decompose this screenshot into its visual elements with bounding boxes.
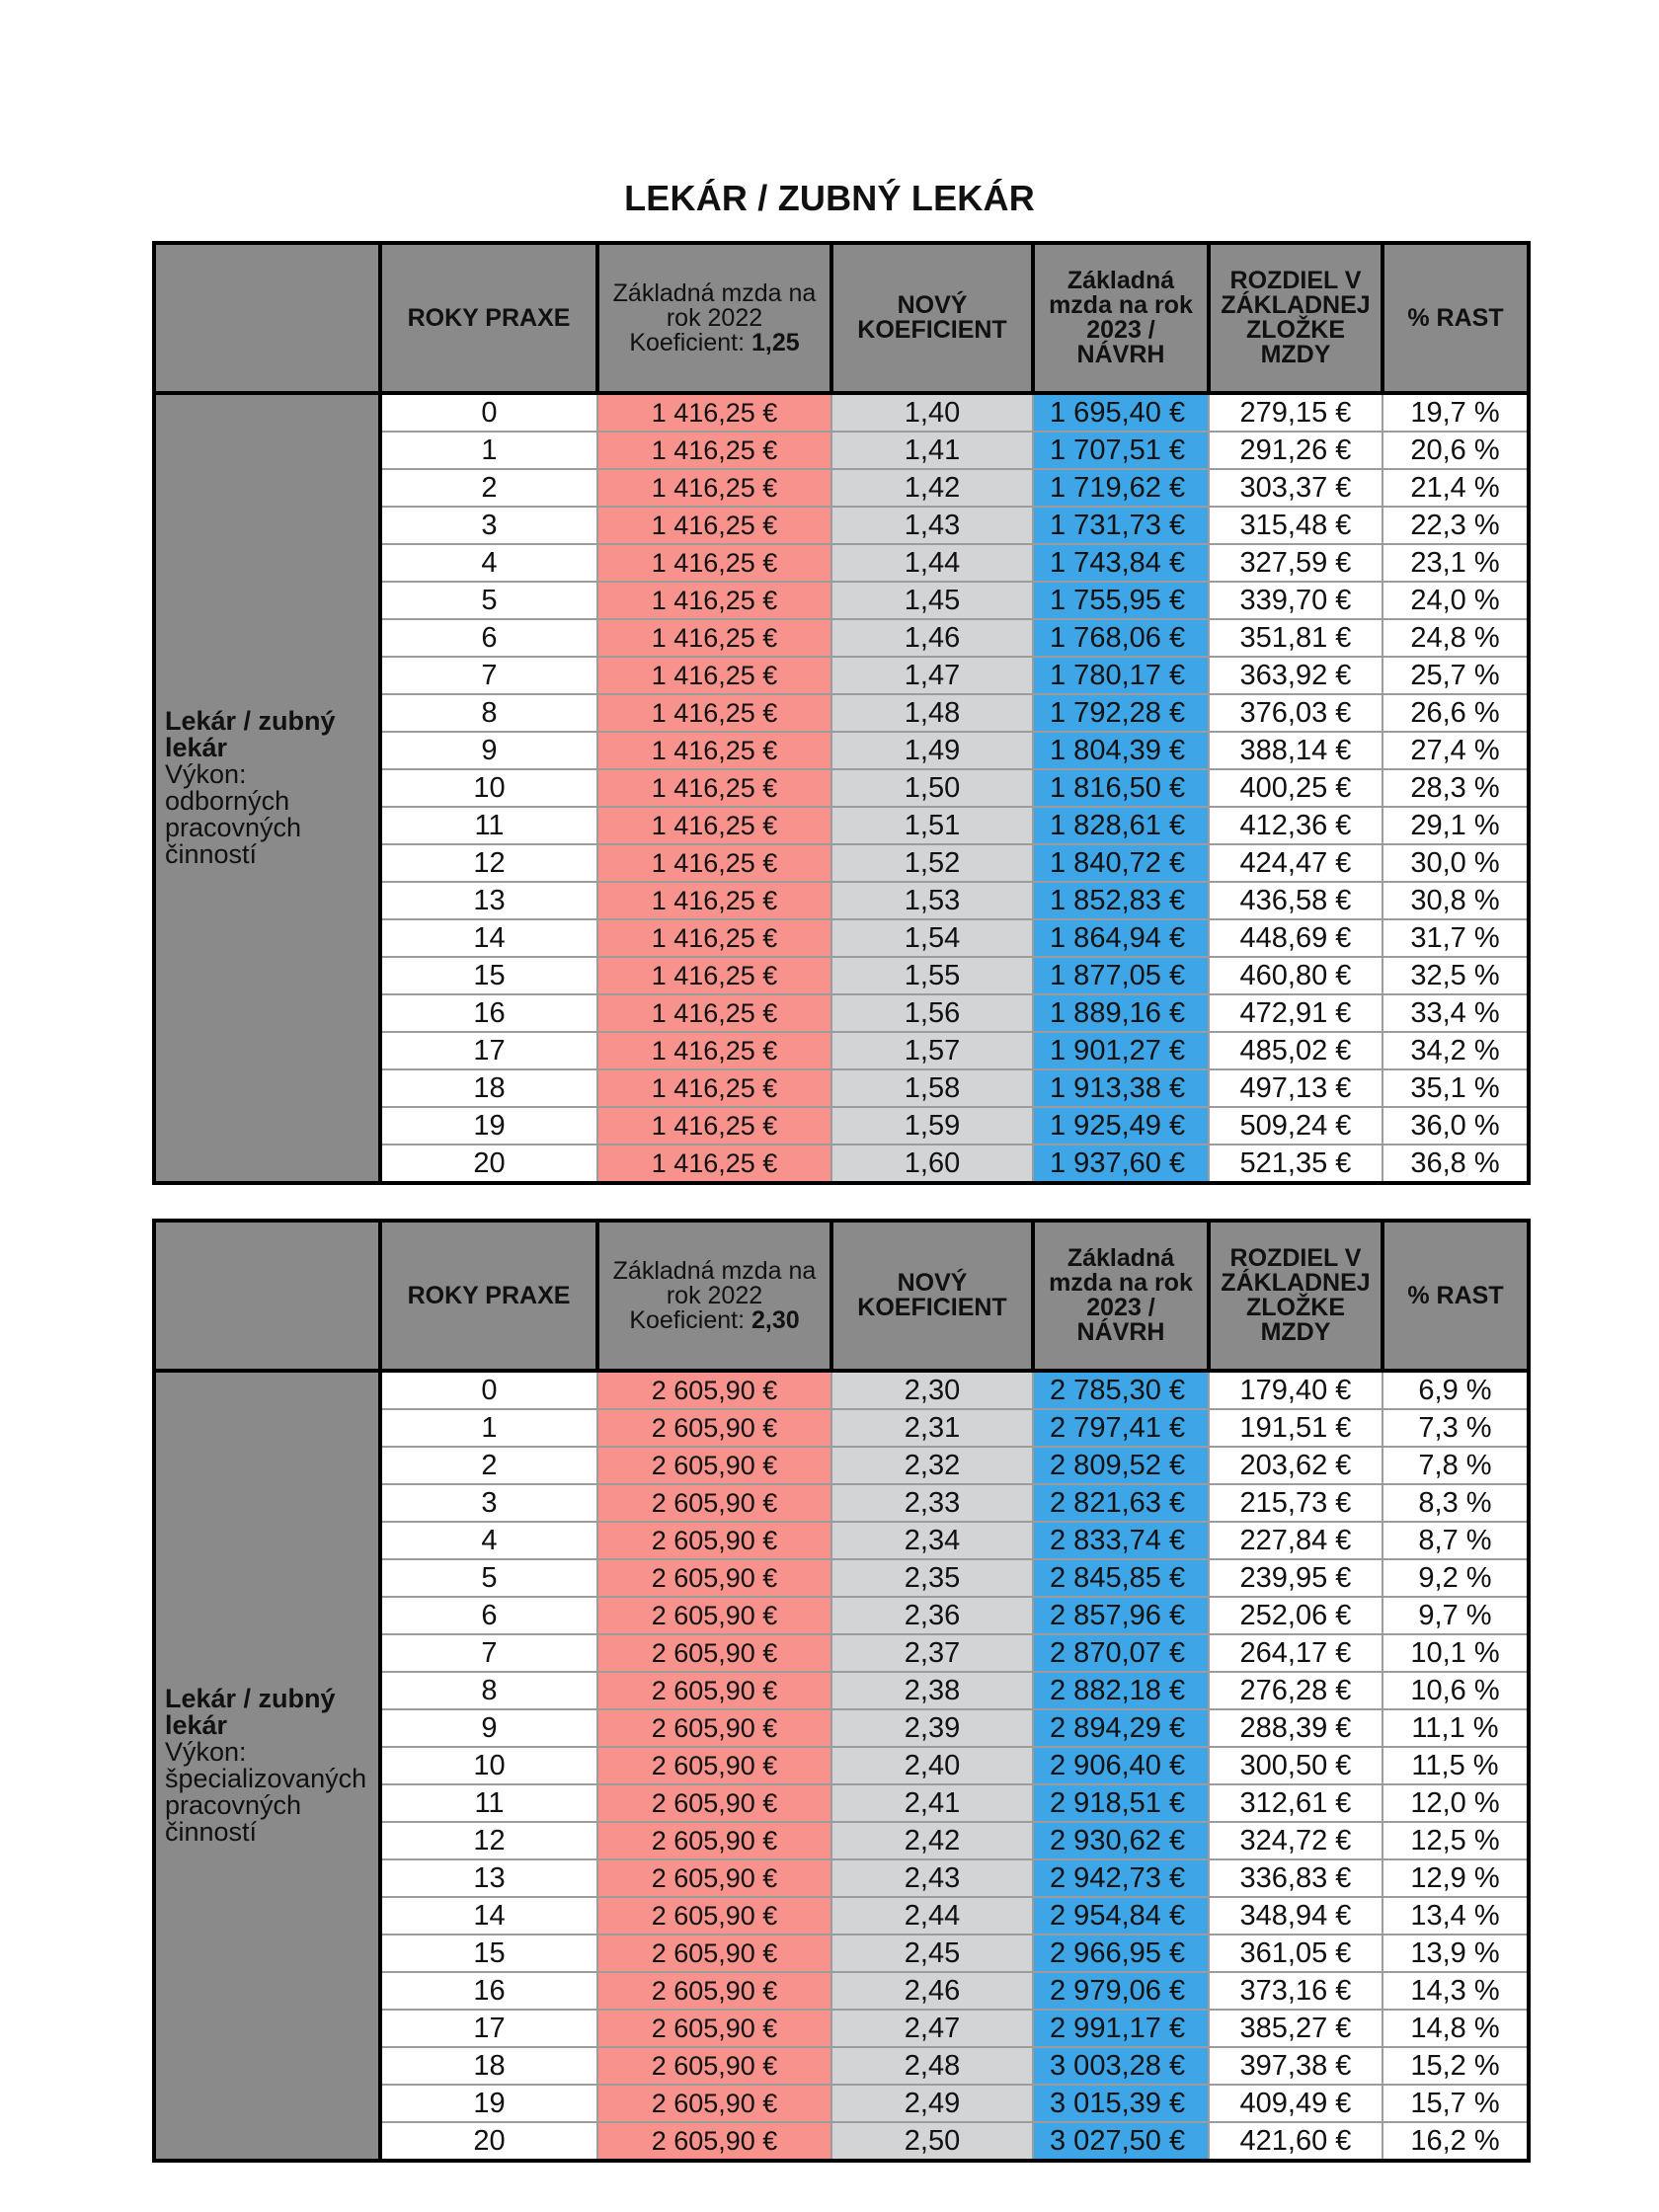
cell-new-wage: 1 852,83 €	[1033, 882, 1209, 919]
cell-new-wage: 2 906,40 €	[1033, 1747, 1209, 1784]
cell-new-koeficient: 2,38	[831, 1672, 1033, 1709]
cell-growth-percent: 22,3 %	[1382, 507, 1529, 544]
cell-growth-percent: 29,1 %	[1382, 807, 1529, 844]
cell-growth-percent: 10,1 %	[1382, 1634, 1529, 1672]
cell-years: 2	[380, 1447, 597, 1484]
header-difference: ROZDIEL V ZÁKLADNEJ ZLOŽKE MZDY	[1209, 1221, 1382, 1371]
cell-new-wage: 2 821,63 €	[1033, 1484, 1209, 1522]
cell-difference: 521,35 €	[1209, 1145, 1382, 1183]
cell-years: 7	[380, 1634, 597, 1672]
cell-new-wage: 2 870,07 €	[1033, 1634, 1209, 1672]
cell-years: 1	[380, 1409, 597, 1447]
cell-new-wage: 2 809,52 €	[1033, 1447, 1209, 1484]
cell-difference: 351,81 €	[1209, 619, 1382, 657]
cell-difference: 252,06 €	[1209, 1597, 1382, 1634]
cell-new-koeficient: 1,47	[831, 657, 1033, 694]
cell-new-wage: 2 991,17 €	[1033, 2010, 1209, 2047]
cell-new-koeficient: 2,47	[831, 2010, 1033, 2047]
cell-difference: 315,48 €	[1209, 507, 1382, 544]
cell-growth-percent: 9,7 %	[1382, 1597, 1529, 1634]
cell-years: 18	[380, 2047, 597, 2085]
cell-difference: 348,94 €	[1209, 1897, 1382, 1935]
cell-growth-percent: 32,5 %	[1382, 957, 1529, 994]
cell-growth-percent: 6,9 %	[1382, 1371, 1529, 1409]
cell-growth-percent: 15,2 %	[1382, 2047, 1529, 2085]
cell-new-wage: 1 840,72 €	[1033, 844, 1209, 882]
cell-base-wage: 2 605,90 €	[597, 1634, 831, 1672]
header-new-koeficient: NOVÝ KOEFICIENT	[831, 1221, 1033, 1371]
cell-new-koeficient: 1,41	[831, 432, 1033, 469]
cell-new-koeficient: 1,49	[831, 732, 1033, 769]
cell-new-wage: 2 918,51 €	[1033, 1784, 1209, 1822]
cell-years: 15	[380, 1935, 597, 1972]
cell-years: 11	[380, 807, 597, 844]
cell-difference: 397,38 €	[1209, 2047, 1382, 2085]
cell-new-wage: 1 695,40 €	[1033, 393, 1209, 432]
cell-years: 12	[380, 844, 597, 882]
cell-difference: 409,49 €	[1209, 2085, 1382, 2122]
salary-table-odborne	[152, 241, 1531, 1185]
cell-base-wage: 1 416,25 €	[597, 507, 831, 544]
cell-new-koeficient: 2,44	[831, 1897, 1033, 1935]
cell-new-koeficient: 2,34	[831, 1522, 1033, 1559]
cell-base-wage: 1 416,25 €	[597, 469, 831, 507]
cell-new-koeficient: 2,37	[831, 1634, 1033, 1672]
cell-difference: 239,95 €	[1209, 1559, 1382, 1597]
cell-growth-percent: 16,2 %	[1382, 2122, 1529, 2161]
header-years: ROKY PRAXE	[380, 1221, 597, 1371]
cell-growth-percent: 33,4 %	[1382, 994, 1529, 1032]
cell-difference: 279,15 €	[1209, 393, 1382, 432]
cell-base-wage: 2 605,90 €	[597, 2010, 831, 2047]
cell-difference: 448,69 €	[1209, 919, 1382, 957]
cell-new-wage: 3 015,39 €	[1033, 2085, 1209, 2122]
cell-new-wage: 1 707,51 €	[1033, 432, 1209, 469]
header-base-wage: Základná mzda na rok 2022 Koeficient: 1,25	[597, 243, 831, 393]
cell-growth-percent: 27,4 %	[1382, 732, 1529, 769]
cell-difference: 339,70 €	[1209, 582, 1382, 619]
cell-base-wage: 1 416,25 €	[597, 994, 831, 1032]
cell-new-koeficient: 1,55	[831, 957, 1033, 994]
cell-difference: 412,36 €	[1209, 807, 1382, 844]
cell-years: 14	[380, 919, 597, 957]
cell-years: 20	[380, 1145, 597, 1183]
cell-difference: 264,17 €	[1209, 1634, 1382, 1672]
cell-years: 19	[380, 2085, 597, 2122]
cell-years: 13	[380, 882, 597, 919]
table-header	[154, 1221, 1529, 1371]
cell-growth-percent: 19,7 %	[1382, 393, 1529, 432]
cell-new-wage: 3 027,50 €	[1033, 2122, 1209, 2161]
cell-difference: 424,47 €	[1209, 844, 1382, 882]
cell-growth-percent: 14,3 %	[1382, 1972, 1529, 2010]
cell-base-wage: 1 416,25 €	[597, 432, 831, 469]
cell-base-wage: 2 605,90 €	[597, 1747, 831, 1784]
cell-growth-percent: 9,2 %	[1382, 1559, 1529, 1597]
cell-growth-percent: 30,0 %	[1382, 844, 1529, 882]
cell-years: 3	[380, 507, 597, 544]
cell-new-wage: 2 882,18 €	[1033, 1672, 1209, 1709]
cell-new-wage: 1 743,84 €	[1033, 544, 1209, 582]
cell-new-wage: 1 731,73 €	[1033, 507, 1209, 544]
cell-new-wage: 2 954,84 €	[1033, 1897, 1209, 1935]
table-header	[154, 243, 1529, 393]
cell-new-koeficient: 1,60	[831, 1145, 1033, 1183]
cell-base-wage: 2 605,90 €	[597, 1784, 831, 1822]
table-row	[154, 1371, 1529, 1409]
cell-growth-percent: 13,4 %	[1382, 1897, 1529, 1935]
cell-growth-percent: 36,8 %	[1382, 1145, 1529, 1183]
cell-difference: 303,37 €	[1209, 469, 1382, 507]
cell-base-wage: 2 605,90 €	[597, 2122, 831, 2161]
cell-growth-percent: 13,9 %	[1382, 1935, 1529, 1972]
cell-base-wage: 2 605,90 €	[597, 1597, 831, 1634]
cell-base-wage: 2 605,90 €	[597, 1484, 831, 1522]
cell-growth-percent: 12,0 %	[1382, 1784, 1529, 1822]
cell-years: 15	[380, 957, 597, 994]
cell-growth-percent: 23,1 %	[1382, 544, 1529, 582]
header-growth-percent: % RAST	[1382, 1221, 1529, 1371]
cell-years: 8	[380, 1672, 597, 1709]
cell-years: 16	[380, 994, 597, 1032]
cell-years: 14	[380, 1897, 597, 1935]
cell-base-wage: 1 416,25 €	[597, 544, 831, 582]
cell-new-koeficient: 1,50	[831, 769, 1033, 807]
cell-years: 20	[380, 2122, 597, 2161]
header-corner	[154, 1221, 380, 1371]
cell-years: 4	[380, 1522, 597, 1559]
cell-years: 12	[380, 1822, 597, 1859]
cell-years: 16	[380, 1972, 597, 2010]
cell-years: 9	[380, 1709, 597, 1747]
cell-new-koeficient: 1,57	[831, 1032, 1033, 1069]
cell-growth-percent: 7,3 %	[1382, 1409, 1529, 1447]
cell-new-wage: 1 937,60 €	[1033, 1145, 1209, 1183]
cell-growth-percent: 8,3 %	[1382, 1484, 1529, 1522]
header-corner	[154, 243, 380, 393]
cell-growth-percent: 24,0 %	[1382, 582, 1529, 619]
cell-years: 3	[380, 1484, 597, 1522]
cell-years: 0	[380, 393, 597, 432]
cell-growth-percent: 26,6 %	[1382, 694, 1529, 732]
cell-base-wage: 2 605,90 €	[597, 1559, 831, 1597]
cell-base-wage: 1 416,25 €	[597, 957, 831, 994]
cell-base-wage: 1 416,25 €	[597, 619, 831, 657]
cell-years: 9	[380, 732, 597, 769]
cell-new-koeficient: 2,32	[831, 1447, 1033, 1484]
cell-growth-percent: 25,7 %	[1382, 657, 1529, 694]
cell-base-wage: 2 605,90 €	[597, 2047, 831, 2085]
cell-base-wage: 1 416,25 €	[597, 694, 831, 732]
cell-difference: 203,62 €	[1209, 1447, 1382, 1484]
cell-difference: 385,27 €	[1209, 2010, 1382, 2047]
cell-growth-percent: 35,1 %	[1382, 1069, 1529, 1107]
cell-base-wage: 1 416,25 €	[597, 393, 831, 432]
cell-new-koeficient: 1,58	[831, 1069, 1033, 1107]
cell-difference: 373,16 €	[1209, 1972, 1382, 2010]
cell-new-koeficient: 2,49	[831, 2085, 1033, 2122]
cell-new-koeficient: 1,48	[831, 694, 1033, 732]
cell-new-koeficient: 1,52	[831, 844, 1033, 882]
cell-difference: 327,59 €	[1209, 544, 1382, 582]
cell-new-wage: 2 894,29 €	[1033, 1709, 1209, 1747]
cell-base-wage: 2 605,90 €	[597, 2085, 831, 2122]
cell-base-wage: 2 605,90 €	[597, 1935, 831, 1972]
cell-new-wage: 2 845,85 €	[1033, 1559, 1209, 1597]
cell-years: 17	[380, 2010, 597, 2047]
cell-years: 10	[380, 769, 597, 807]
cell-years: 18	[380, 1069, 597, 1107]
salary-table-specializovane	[152, 1219, 1531, 2163]
cell-years: 6	[380, 619, 597, 657]
cell-years: 8	[380, 694, 597, 732]
cell-base-wage: 2 605,90 €	[597, 1859, 831, 1897]
cell-growth-percent: 21,4 %	[1382, 469, 1529, 507]
cell-base-wage: 1 416,25 €	[597, 807, 831, 844]
cell-growth-percent: 11,5 %	[1382, 1747, 1529, 1784]
cell-difference: 361,05 €	[1209, 1935, 1382, 1972]
cell-new-wage: 1 804,39 €	[1033, 732, 1209, 769]
cell-base-wage: 1 416,25 €	[597, 1145, 831, 1183]
cell-new-koeficient: 2,45	[831, 1935, 1033, 1972]
base-koeficient-value: 1,25	[751, 328, 800, 356]
cell-new-wage: 1 755,95 €	[1033, 582, 1209, 619]
header-base-wage: Základná mzda na rok 2022 Koeficient: 2,30	[597, 1221, 831, 1371]
cell-difference: 472,91 €	[1209, 994, 1382, 1032]
cell-difference: 179,40 €	[1209, 1371, 1382, 1409]
cell-new-koeficient: 1,44	[831, 544, 1033, 582]
cell-growth-percent: 14,8 %	[1382, 2010, 1529, 2047]
cell-new-koeficient: 1,42	[831, 469, 1033, 507]
cell-base-wage: 1 416,25 €	[597, 1032, 831, 1069]
cell-new-koeficient: 2,50	[831, 2122, 1033, 2161]
cell-years: 19	[380, 1107, 597, 1145]
cell-new-koeficient: 1,45	[831, 582, 1033, 619]
cell-new-wage: 1 901,27 €	[1033, 1032, 1209, 1069]
cell-new-wage: 2 833,74 €	[1033, 1522, 1209, 1559]
cell-new-wage: 2 930,62 €	[1033, 1822, 1209, 1859]
base-koeficient-value: 2,30	[751, 1305, 800, 1334]
cell-new-wage: 1 719,62 €	[1033, 469, 1209, 507]
header-difference: ROZDIEL V ZÁKLADNEJ ZLOŽKE MZDY	[1209, 243, 1382, 393]
cell-base-wage: 1 416,25 €	[597, 919, 831, 957]
cell-new-wage: 1 913,38 €	[1033, 1069, 1209, 1107]
cell-base-wage: 2 605,90 €	[597, 1972, 831, 2010]
cell-growth-percent: 34,2 %	[1382, 1032, 1529, 1069]
cell-difference: 497,13 €	[1209, 1069, 1382, 1107]
cell-base-wage: 2 605,90 €	[597, 1447, 831, 1484]
cell-new-wage: 1 780,17 €	[1033, 657, 1209, 694]
cell-growth-percent: 20,6 %	[1382, 432, 1529, 469]
cell-difference: 421,60 €	[1209, 2122, 1382, 2161]
cell-growth-percent: 24,8 %	[1382, 619, 1529, 657]
cell-new-koeficient: 2,35	[831, 1559, 1033, 1597]
cell-difference: 324,72 €	[1209, 1822, 1382, 1859]
cell-growth-percent: 12,9 %	[1382, 1859, 1529, 1897]
cell-base-wage: 1 416,25 €	[597, 732, 831, 769]
cell-difference: 509,24 €	[1209, 1107, 1382, 1145]
table-row	[154, 393, 1529, 432]
cell-growth-percent: 8,7 %	[1382, 1522, 1529, 1559]
cell-difference: 312,61 €	[1209, 1784, 1382, 1822]
cell-years: 7	[380, 657, 597, 694]
cell-difference: 376,03 €	[1209, 694, 1382, 732]
cell-base-wage: 2 605,90 €	[597, 1897, 831, 1935]
cell-base-wage: 2 605,90 €	[597, 1522, 831, 1559]
cell-years: 6	[380, 1597, 597, 1634]
cell-new-wage: 2 979,06 €	[1033, 1972, 1209, 2010]
cell-base-wage: 1 416,25 €	[597, 657, 831, 694]
cell-new-koeficient: 1,56	[831, 994, 1033, 1032]
cell-new-wage: 2 857,96 €	[1033, 1597, 1209, 1634]
position-label: Lekár / zubný lekár Výkon: špecializovaných pracovných činností	[154, 1371, 380, 2161]
cell-difference: 291,26 €	[1209, 432, 1382, 469]
cell-new-koeficient: 1,53	[831, 882, 1033, 919]
cell-base-wage: 1 416,25 €	[597, 1107, 831, 1145]
cell-difference: 300,50 €	[1209, 1747, 1382, 1784]
cell-base-wage: 2 605,90 €	[597, 1672, 831, 1709]
cell-base-wage: 1 416,25 €	[597, 1069, 831, 1107]
cell-new-wage: 1 864,94 €	[1033, 919, 1209, 957]
cell-new-koeficient: 2,46	[831, 1972, 1033, 2010]
page-title: LEKÁR / ZUBNÝ LEKÁR	[624, 178, 1035, 218]
cell-growth-percent: 11,1 %	[1382, 1709, 1529, 1747]
header-years: ROKY PRAXE	[380, 243, 597, 393]
cell-base-wage: 2 605,90 €	[597, 1822, 831, 1859]
cell-new-koeficient: 1,40	[831, 393, 1033, 432]
cell-new-wage: 2 942,73 €	[1033, 1859, 1209, 1897]
cell-new-wage: 2 966,95 €	[1033, 1935, 1209, 1972]
position-label: Lekár / zubný lekár Výkon: odborných pracovných činností	[154, 393, 380, 1183]
cell-new-wage: 1 792,28 €	[1033, 694, 1209, 732]
cell-new-wage: 1 925,49 €	[1033, 1107, 1209, 1145]
cell-base-wage: 2 605,90 €	[597, 1371, 831, 1409]
cell-new-koeficient: 2,48	[831, 2047, 1033, 2085]
cell-base-wage: 2 605,90 €	[597, 1409, 831, 1447]
cell-base-wage: 1 416,25 €	[597, 882, 831, 919]
cell-difference: 336,83 €	[1209, 1859, 1382, 1897]
cell-years: 5	[380, 582, 597, 619]
cell-growth-percent: 30,8 %	[1382, 882, 1529, 919]
cell-difference: 388,14 €	[1209, 732, 1382, 769]
cell-growth-percent: 15,7 %	[1382, 2085, 1529, 2122]
cell-new-koeficient: 2,41	[831, 1784, 1033, 1822]
cell-difference: 191,51 €	[1209, 1409, 1382, 1447]
header-growth-percent: % RAST	[1382, 243, 1529, 393]
cell-years: 5	[380, 1559, 597, 1597]
cell-new-koeficient: 1,51	[831, 807, 1033, 844]
cell-growth-percent: 28,3 %	[1382, 769, 1529, 807]
cell-years: 13	[380, 1859, 597, 1897]
cell-new-koeficient: 2,30	[831, 1371, 1033, 1409]
cell-difference: 400,25 €	[1209, 769, 1382, 807]
header-new-wage: Základná mzda na rok 2023 / NÁVRH	[1033, 1221, 1209, 1371]
cell-base-wage: 2 605,90 €	[597, 1709, 831, 1747]
cell-years: 1	[380, 432, 597, 469]
cell-difference: 276,28 €	[1209, 1672, 1382, 1709]
cell-growth-percent: 12,5 %	[1382, 1822, 1529, 1859]
cell-new-wage: 1 877,05 €	[1033, 957, 1209, 994]
cell-base-wage: 1 416,25 €	[597, 844, 831, 882]
cell-new-koeficient: 1,46	[831, 619, 1033, 657]
cell-new-wage: 1 889,16 €	[1033, 994, 1209, 1032]
cell-base-wage: 1 416,25 €	[597, 582, 831, 619]
cell-years: 11	[380, 1784, 597, 1822]
cell-new-wage: 2 797,41 €	[1033, 1409, 1209, 1447]
cell-growth-percent: 10,6 %	[1382, 1672, 1529, 1709]
cell-growth-percent: 31,7 %	[1382, 919, 1529, 957]
cell-difference: 460,80 €	[1209, 957, 1382, 994]
cell-new-koeficient: 2,39	[831, 1709, 1033, 1747]
cell-years: 4	[380, 544, 597, 582]
cell-new-koeficient: 1,54	[831, 919, 1033, 957]
cell-new-wage: 1 816,50 €	[1033, 769, 1209, 807]
cell-new-koeficient: 2,40	[831, 1747, 1033, 1784]
cell-base-wage: 1 416,25 €	[597, 769, 831, 807]
cell-new-wage: 2 785,30 €	[1033, 1371, 1209, 1409]
cell-new-koeficient: 2,42	[831, 1822, 1033, 1859]
cell-difference: 215,73 €	[1209, 1484, 1382, 1522]
cell-years: 10	[380, 1747, 597, 1784]
cell-growth-percent: 36,0 %	[1382, 1107, 1529, 1145]
cell-difference: 363,92 €	[1209, 657, 1382, 694]
cell-years: 0	[380, 1371, 597, 1409]
cell-new-wage: 3 003,28 €	[1033, 2047, 1209, 2085]
cell-difference: 485,02 €	[1209, 1032, 1382, 1069]
cell-new-wage: 1 828,61 €	[1033, 807, 1209, 844]
cell-new-wage: 1 768,06 €	[1033, 619, 1209, 657]
cell-years: 2	[380, 469, 597, 507]
cell-difference: 436,58 €	[1209, 882, 1382, 919]
cell-difference: 288,39 €	[1209, 1709, 1382, 1747]
cell-new-koeficient: 2,31	[831, 1409, 1033, 1447]
cell-years: 17	[380, 1032, 597, 1069]
header-new-koeficient: NOVÝ KOEFICIENT	[831, 243, 1033, 393]
cell-new-koeficient: 1,59	[831, 1107, 1033, 1145]
cell-new-koeficient: 2,33	[831, 1484, 1033, 1522]
cell-new-koeficient: 2,43	[831, 1859, 1033, 1897]
cell-growth-percent: 7,8 %	[1382, 1447, 1529, 1484]
cell-difference: 227,84 €	[1209, 1522, 1382, 1559]
cell-new-koeficient: 1,43	[831, 507, 1033, 544]
header-new-wage: Základná mzda na rok 2023 / NÁVRH	[1033, 243, 1209, 393]
cell-new-koeficient: 2,36	[831, 1597, 1033, 1634]
